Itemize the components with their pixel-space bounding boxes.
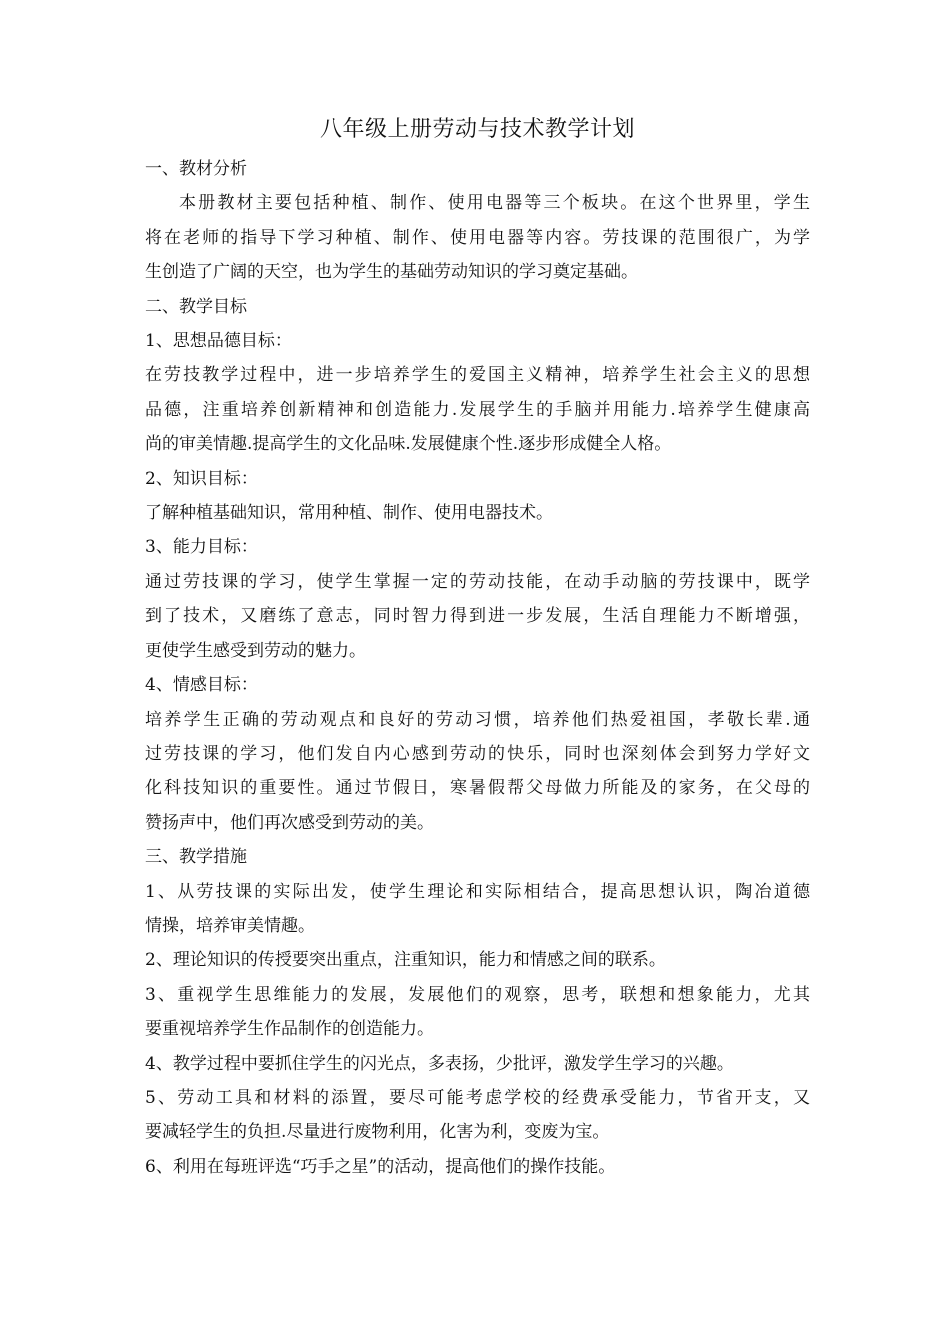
text-line: 赞扬声中，他们再次感受到劳动的美。 xyxy=(145,812,434,833)
text-line: 6、利用在每班评选“巧手之星”的活动，提高他们的操作技能。 xyxy=(145,1156,616,1177)
text-line: 了解种植基础知识，常用种植、制作、使用电器技术。 xyxy=(145,503,553,524)
text-line: 5、劳动工具和材料的添置，要尽可能考虑学校的经费承受能力，节省开支，又 xyxy=(145,1087,810,1108)
text-line: 要重视培养学生作品制作的创造能力。 xyxy=(145,1019,434,1040)
text-line: 2、理论知识的传授要突出重点，注重知识，能力和情感之间的联系。 xyxy=(145,950,666,971)
text-line: 生创造了广阔的天空，也为学生的基础劳动知识的学习奠定基础。 xyxy=(145,262,638,283)
text-line: 3、重视学生思维能力的发展，发展他们的观察，思考，联想和想象能力，尤其 xyxy=(145,984,810,1005)
text-line: 通过劳技课的学习，使学生掌握一定的劳动技能，在动手动脑的劳技课中，既学 xyxy=(145,571,810,592)
text-line: 要减轻学生的负担.尽量进行废物利用，化害为利，变废为宝。 xyxy=(145,1122,610,1143)
text-line: 1、思想品德目标： xyxy=(145,331,292,352)
text-line: 一、教材分析 xyxy=(145,159,247,179)
text-line: 将在老师的指导下学习种植、制作、使用电器等内容。劳技课的范围很广，为学 xyxy=(145,227,810,248)
text-line: 二、教学目标 xyxy=(145,296,247,317)
text-line: 本册教材主要包括种植、制作、使用电器等三个板块。在这个世界里，学生 xyxy=(179,193,810,214)
document-page xyxy=(145,112,810,1184)
text-line: 2、知识目标： xyxy=(145,468,258,489)
text-line: 尚的审美情趣.提高学生的文化品味.发展健康个性.逐步形成健全人格。 xyxy=(145,434,672,455)
text-line: 情操，培养审美情趣。 xyxy=(145,915,315,936)
text-line: 3、能力目标： xyxy=(145,537,258,558)
document-title: 八年级上册劳动与技术教学计划 xyxy=(319,117,635,142)
text-line: 1、从劳技课的实际出发，使学生理论和实际相结合，提高思想认识，陶冶道德 xyxy=(145,881,810,902)
text-line: 4、教学过程中要抓住学生的闪光点，多表扬，少批评，激发学生学习的兴趣。 xyxy=(145,1053,734,1074)
text-line: 三、教学措施 xyxy=(145,847,247,868)
text-line: 在劳技教学过程中，进一步培养学生的爱国主义精神，培养学生社会主义的思想 xyxy=(145,365,810,386)
text-line: 4、情感目标： xyxy=(145,675,258,696)
text-line: 过劳技课的学习，他们发自内心感到劳动的快乐，同时也深刻体会到努力学好文 xyxy=(145,743,810,764)
text-line: 品德，注重培养创新精神和创造能力.发展学生的手脑并用能力.培养学生健康高 xyxy=(145,399,810,420)
text-line: 更使学生感受到劳动的魅力。 xyxy=(145,640,366,661)
text-line: 培养学生正确的劳动观点和良好的劳动习惯，培养他们热爱祖国，孝敬长辈.通 xyxy=(145,709,810,730)
document-body xyxy=(145,152,810,1184)
text-line: 到了技术，又磨练了意志，同时智力得到进一步发展，生活自理能力不断增强， xyxy=(145,606,810,627)
text-line: 化科技知识的重要性。通过节假日，寒暑假帮父母做力所能及的家务，在父母的 xyxy=(145,778,810,799)
